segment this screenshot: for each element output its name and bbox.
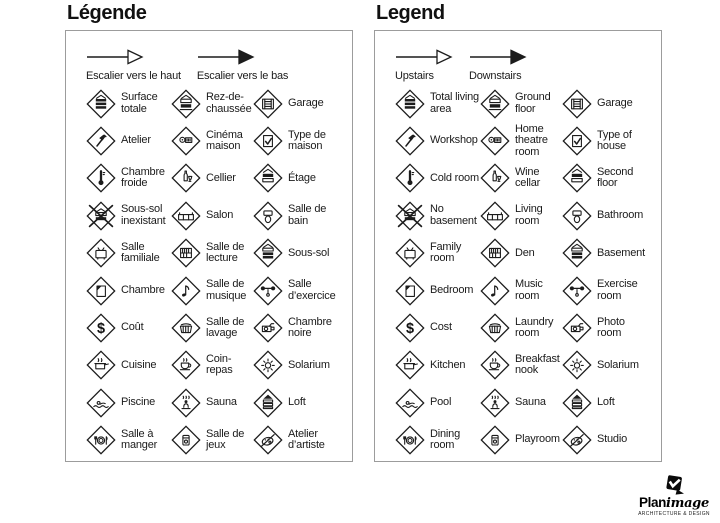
legend-item [86, 201, 171, 231]
stairs-arrows-fr [66, 31, 352, 82]
legend-item-label: Pool [430, 396, 452, 409]
legend-item [480, 350, 562, 380]
legend-item-label: Cost [430, 321, 452, 334]
legend-box-fr [65, 30, 353, 462]
family-room-icon [395, 238, 425, 268]
legend-item-label: Salle à manger [121, 427, 158, 452]
legend-item-label: Salle familiale [121, 240, 160, 265]
living-room-icon [171, 201, 201, 231]
upstairs-arrow-icon [86, 48, 144, 66]
planimage-logo [632, 473, 716, 517]
home-theatre-icon [171, 126, 201, 156]
dining-room-icon [86, 425, 116, 455]
legend-item-label: Loft [597, 396, 615, 409]
legend-item [480, 276, 562, 306]
legend-item [480, 238, 562, 268]
legend-item [253, 276, 348, 306]
bedroom-icon [86, 276, 116, 306]
legend-item-label: Surface totale [121, 91, 158, 115]
workshop-icon [86, 126, 116, 156]
kitchen-icon [86, 350, 116, 380]
legend-item [253, 425, 348, 455]
upstairs-arrow-group [86, 48, 181, 82]
legend-item-label: Bedroom [430, 283, 474, 296]
legend-item [562, 425, 657, 455]
legend-item-label: Wine cellar [515, 165, 541, 190]
panel-title-fr: Légende [67, 2, 147, 24]
legend-panel-fr [65, 2, 353, 462]
wine-cellar-icon [171, 163, 201, 193]
home-theatre-icon [480, 126, 510, 156]
legend-item [562, 89, 657, 119]
photo-room-icon [253, 313, 283, 343]
legend-item-label: Ground floor [515, 91, 551, 115]
legend-item [253, 313, 348, 343]
legend-item [253, 201, 348, 231]
legend-item [86, 163, 171, 193]
workshop-icon [395, 126, 425, 156]
legend-item [395, 388, 480, 418]
basement-icon [562, 238, 592, 268]
legend-item [480, 124, 562, 159]
legend-item [171, 89, 253, 119]
studio-icon [253, 425, 283, 455]
legend-item [395, 163, 480, 193]
legend-item-label: Salon [206, 209, 234, 222]
den-icon [480, 238, 510, 268]
legend-item-label: Home theatre room [515, 122, 548, 158]
cost-icon [395, 313, 425, 343]
legend-item [171, 313, 253, 343]
upstairs-arrow-icon [395, 48, 453, 66]
legend-item-label: Atelier [121, 134, 151, 147]
legend-item-label: Cinéma maison [206, 128, 243, 153]
downstairs-arrow-group [469, 48, 527, 82]
legend-item [395, 89, 480, 119]
solarium-icon [253, 350, 283, 380]
legend-item [562, 238, 657, 268]
legend-item [253, 388, 348, 418]
ground-floor-icon [480, 89, 510, 119]
wine-cellar-icon [480, 163, 510, 193]
legend-item-label: Studio [597, 433, 627, 446]
legend-item-label: No basement [430, 203, 477, 227]
legend-item-label: Chambre [121, 283, 165, 296]
exercise-room-icon [253, 276, 283, 306]
sauna-icon [480, 388, 510, 418]
legend-item [171, 425, 253, 455]
loft-icon [562, 388, 592, 418]
legend-item [395, 126, 480, 156]
sauna-icon [171, 388, 201, 418]
legend-item [86, 313, 171, 343]
family-room-icon [86, 238, 116, 268]
downstairs-arrow-icon [197, 48, 255, 66]
legend-item [253, 350, 348, 380]
upstairs-arrow-label: Escalier vers le haut [86, 70, 181, 82]
no-basement-icon [395, 201, 425, 231]
legend-item [86, 425, 171, 455]
legend-item-label: Salle de lavage [206, 315, 245, 340]
legend-item [395, 425, 480, 455]
legend-item [253, 126, 348, 156]
kitchen-icon [395, 350, 425, 380]
legend-item-label: Kitchen [430, 358, 466, 371]
legend-item [480, 89, 562, 119]
legend-item [480, 388, 562, 418]
legend-item [480, 425, 562, 455]
legend-item-label: Cellier [206, 171, 236, 184]
legend-item [395, 350, 480, 380]
legend-item-label: Salle de jeux [206, 427, 245, 452]
legend-item [395, 276, 480, 306]
legend-item [562, 126, 657, 156]
downstairs-arrow-label: Escalier vers le bas [196, 70, 289, 82]
legend-item-label: Loft [288, 396, 306, 409]
legend-item [562, 276, 657, 306]
legend-item [171, 350, 253, 380]
legend-item-label: Family room [430, 240, 462, 265]
legend-item-label: Sous-sol inexistant [121, 203, 166, 227]
legend-item [562, 201, 657, 231]
planimage-logo-icon [661, 473, 687, 497]
legend-item-label: Music room [515, 278, 543, 302]
second-floor-icon [253, 163, 283, 193]
legend-item [480, 201, 562, 231]
legend-item [395, 313, 480, 343]
legend-item-label: Sauna [206, 396, 237, 409]
downstairs-arrow-label: Downstairs [469, 70, 522, 82]
downstairs-arrow-icon [469, 48, 527, 66]
legend-item-label: Garage [288, 96, 324, 109]
planimage-logo-text: Planimage [639, 495, 709, 511]
legend-item-label: Salle de musique [206, 278, 247, 302]
legend-grid-fr [66, 82, 352, 459]
legend-item-label: Étage [288, 171, 316, 184]
legend-item [562, 350, 657, 380]
legend-item [253, 89, 348, 119]
legend-grid-en [375, 82, 661, 459]
solarium-icon [562, 350, 592, 380]
laundry-room-icon [171, 313, 201, 343]
legend-item [480, 313, 562, 343]
legend-item-label: Coût [121, 321, 144, 334]
legend-item-label: Den [515, 246, 535, 259]
legend-item [395, 238, 480, 268]
svg-text:$: $ [405, 321, 415, 338]
bathroom-icon [562, 201, 592, 231]
legend-item [86, 89, 171, 119]
legend-item [253, 163, 348, 193]
legend-item-label: Cold room [430, 171, 479, 184]
svg-text:$: $ [96, 321, 106, 338]
legend-item [480, 163, 562, 193]
legend-item-label: Rez-de-chaussée [206, 91, 252, 115]
legend-item [171, 201, 253, 231]
legend-item-label: Type of house [597, 128, 632, 153]
breakfast-nook-icon [171, 350, 201, 380]
playroom-icon [171, 425, 201, 455]
legend-item-label: Laundry room [515, 315, 554, 340]
legend-item-label: Workshop [430, 134, 478, 147]
garage-icon [562, 89, 592, 119]
legend-item-label: Piscine [121, 396, 156, 409]
second-floor-icon [562, 163, 592, 193]
legend-item-label: Salle de bain [288, 203, 327, 227]
basement-icon [253, 238, 283, 268]
legend-item-label: Bathroom [597, 209, 644, 222]
cost-icon [86, 313, 116, 343]
panel-title-en: Legend [376, 2, 445, 24]
legend-item [562, 388, 657, 418]
legend-item-label: Dining room [430, 427, 460, 452]
legend-item-label: Breakfast nook [515, 352, 560, 377]
stairs-arrows-en [375, 31, 661, 82]
legend-item-label: Chambre noire [288, 315, 332, 340]
legend-panel-en [374, 2, 662, 462]
legend-item [562, 163, 657, 193]
legend-item [171, 238, 253, 268]
house-type-icon [562, 126, 592, 156]
cold-room-icon [86, 163, 116, 193]
garage-icon [253, 89, 283, 119]
music-room-icon [171, 276, 201, 306]
living-room-icon [480, 201, 510, 231]
legend-item-label: Playroom [515, 433, 560, 446]
legend-box-en [374, 30, 662, 462]
cold-room-icon [395, 163, 425, 193]
total-area-icon [395, 89, 425, 119]
legend-item-label: Salle de lecture [206, 240, 245, 265]
legend-item [86, 126, 171, 156]
downstairs-arrow-group [197, 48, 288, 82]
house-type-icon [253, 126, 283, 156]
legend-item [171, 126, 253, 156]
planimage-logo-tagline: ARCHITECTURE & DESIGN [638, 511, 710, 517]
dining-room-icon [395, 425, 425, 455]
ground-floor-icon [171, 89, 201, 119]
legend-item-label: Photo room [597, 315, 625, 340]
legend-item-label: Sauna [515, 396, 546, 409]
studio-icon [562, 425, 592, 455]
legend-item-label: Chambre froide [121, 165, 165, 190]
bathroom-icon [253, 201, 283, 231]
playroom-icon [480, 425, 510, 455]
legend-item-label: Sous-sol [288, 246, 330, 259]
photo-room-icon [562, 313, 592, 343]
legend-item-label: Coin-repas [206, 352, 233, 377]
laundry-room-icon [480, 313, 510, 343]
upstairs-arrow-group [395, 48, 453, 82]
legend-item-label: Total living area [430, 91, 479, 115]
den-icon [171, 238, 201, 268]
legend-item-label: Second floor [597, 165, 634, 190]
legend-item-label: Solarium [288, 358, 330, 371]
legend-item-label: Solarium [597, 358, 639, 371]
legend-item [86, 276, 171, 306]
breakfast-nook-icon [480, 350, 510, 380]
legend-item [395, 201, 480, 231]
no-basement-icon [86, 201, 116, 231]
legend-item-label: Garage [597, 96, 633, 109]
legend-item [171, 276, 253, 306]
legend-item-label: Salle d’exercice [288, 278, 336, 302]
legend-item [171, 388, 253, 418]
legend-item-label: Cuisine [121, 358, 157, 371]
exercise-room-icon [562, 276, 592, 306]
bedroom-icon [395, 276, 425, 306]
legend-item [86, 388, 171, 418]
legend-item [86, 238, 171, 268]
legend-item-label: Exercise room [597, 278, 638, 302]
legend-item-label: Atelier d’artiste [288, 427, 325, 452]
legend-item [171, 163, 253, 193]
legend-item-label: Basement [597, 246, 645, 259]
music-room-icon [480, 276, 510, 306]
pool-icon [395, 388, 425, 418]
total-area-icon [86, 89, 116, 119]
pool-icon [86, 388, 116, 418]
legend-item-label: Living room [515, 203, 543, 227]
legend-item-label: Type de maison [288, 128, 326, 153]
legend-item [562, 313, 657, 343]
legend-item [86, 350, 171, 380]
legend-item [253, 238, 348, 268]
upstairs-arrow-label: Upstairs [395, 70, 434, 82]
loft-icon [253, 388, 283, 418]
